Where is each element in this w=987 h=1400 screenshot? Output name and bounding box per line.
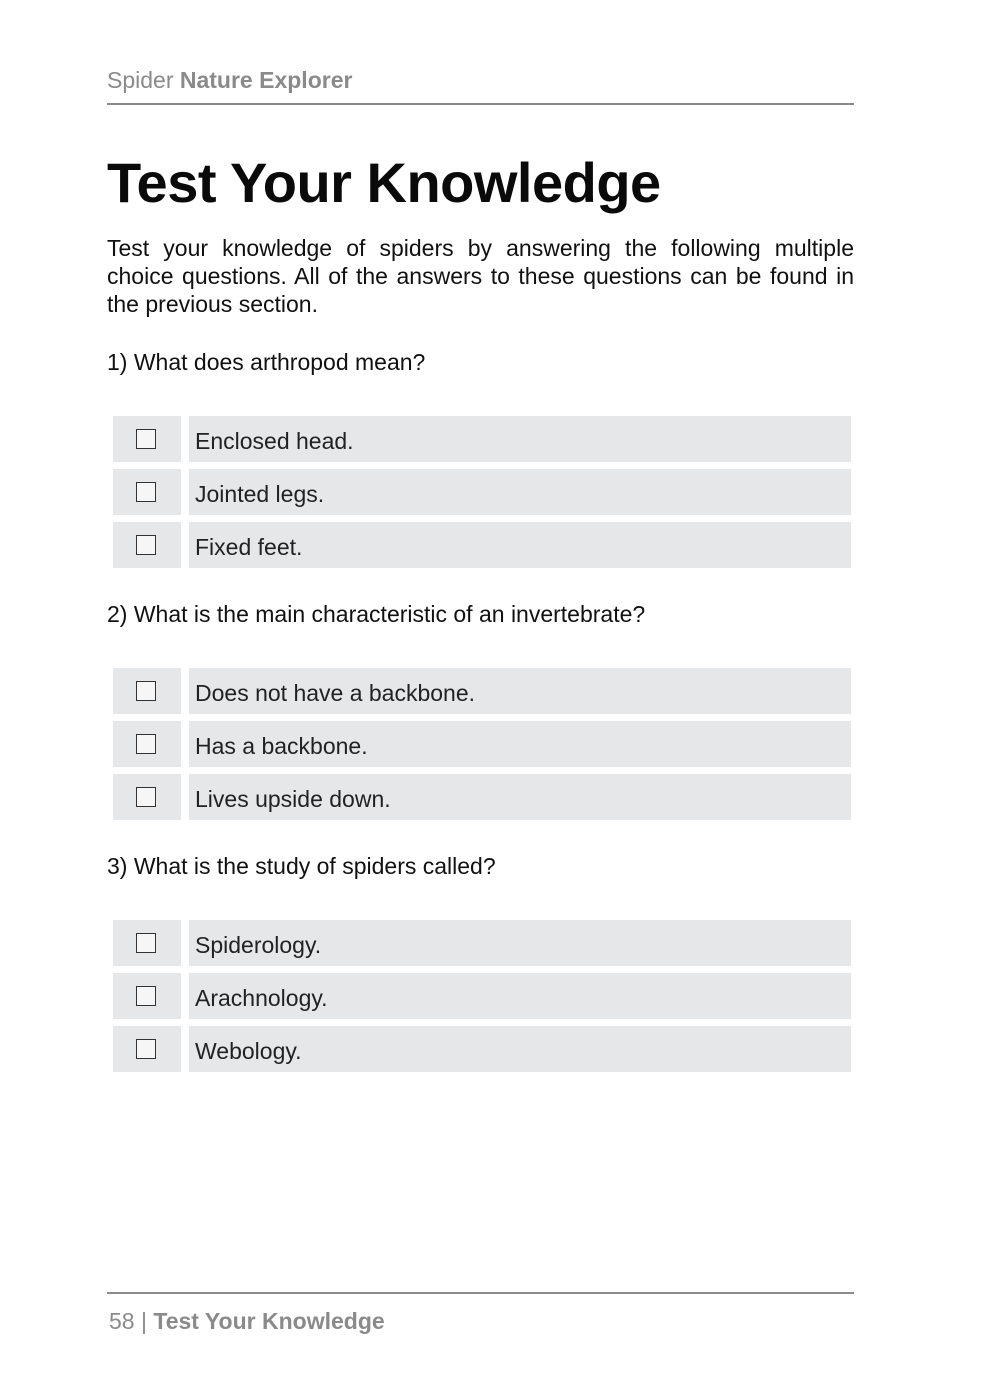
option-label-cell xyxy=(189,721,851,767)
option-label-cell xyxy=(189,469,851,515)
running-header xyxy=(107,67,352,94)
checkbox-cell xyxy=(113,774,181,820)
option-label: Spiderology. xyxy=(195,932,322,958)
checkbox-cell xyxy=(113,668,181,714)
option-label-cell xyxy=(189,774,851,820)
footer-rule xyxy=(107,1292,854,1294)
option-label: Arachnology. xyxy=(195,985,328,1011)
question-3-options xyxy=(113,920,851,1079)
option-row[interactable] xyxy=(113,1026,851,1072)
option-label: Webology. xyxy=(195,1038,302,1064)
option-label: Does not have a backbone. xyxy=(195,680,476,706)
option-label-cell xyxy=(189,1026,851,1072)
option-row[interactable] xyxy=(113,774,851,820)
answer-checkbox[interactable] xyxy=(136,429,156,449)
checkbox-cell xyxy=(113,973,181,1019)
answer-checkbox[interactable] xyxy=(136,986,156,1006)
option-row[interactable] xyxy=(113,522,851,568)
option-label: Jointed legs. xyxy=(195,481,325,507)
checkbox-cell xyxy=(113,920,181,966)
running-footer xyxy=(109,1308,385,1335)
intro-paragraph: Test your knowledge of spiders by answering the following multiple choice questions. All of the answers to these questions can be found in the previous section. xyxy=(107,235,854,317)
option-row[interactable] xyxy=(113,416,851,462)
checkbox-cell xyxy=(113,721,181,767)
header-title: Nature Explorer xyxy=(179,67,353,93)
checkbox-cell xyxy=(113,522,181,568)
option-label: Fixed feet. xyxy=(195,534,303,560)
option-label-cell xyxy=(189,973,851,1019)
option-label: Enclosed head. xyxy=(195,428,354,454)
answer-checkbox[interactable] xyxy=(136,734,156,754)
checkbox-cell xyxy=(113,1026,181,1072)
option-label: Has a backbone. xyxy=(195,733,368,759)
question-1-options xyxy=(113,416,851,575)
question-3: 3) What is the study of spiders called? xyxy=(107,853,496,879)
header-rule xyxy=(107,103,854,105)
answer-checkbox[interactable] xyxy=(136,681,156,701)
option-label-cell xyxy=(189,668,851,714)
option-row[interactable] xyxy=(113,469,851,515)
checkbox-cell xyxy=(113,416,181,462)
option-row[interactable] xyxy=(113,668,851,714)
answer-checkbox[interactable] xyxy=(136,1039,156,1059)
option-row[interactable] xyxy=(113,721,851,767)
question-2-options xyxy=(113,668,851,827)
page-title: Test Your Knowledge xyxy=(107,151,661,214)
option-label-cell xyxy=(189,920,851,966)
answer-checkbox[interactable] xyxy=(136,482,156,502)
book-page xyxy=(107,0,854,1400)
question-2: 2) What is the main characteristic of an invertebrate? xyxy=(107,601,646,627)
page-number: 58 xyxy=(109,1308,135,1334)
option-label: Lives upside down. xyxy=(195,786,391,812)
checkbox-cell xyxy=(113,469,181,515)
answer-checkbox[interactable] xyxy=(136,535,156,555)
question-1: 1) What does arthropod mean? xyxy=(107,349,426,375)
footer-separator: | xyxy=(140,1308,147,1334)
option-row[interactable] xyxy=(113,920,851,966)
option-row[interactable] xyxy=(113,973,851,1019)
answer-checkbox[interactable] xyxy=(136,933,156,953)
answer-checkbox[interactable] xyxy=(136,787,156,807)
header-prefix: Spider xyxy=(107,67,174,93)
footer-section: Test Your Knowledge xyxy=(153,1308,385,1334)
option-label-cell xyxy=(189,522,851,568)
option-label-cell xyxy=(189,416,851,462)
